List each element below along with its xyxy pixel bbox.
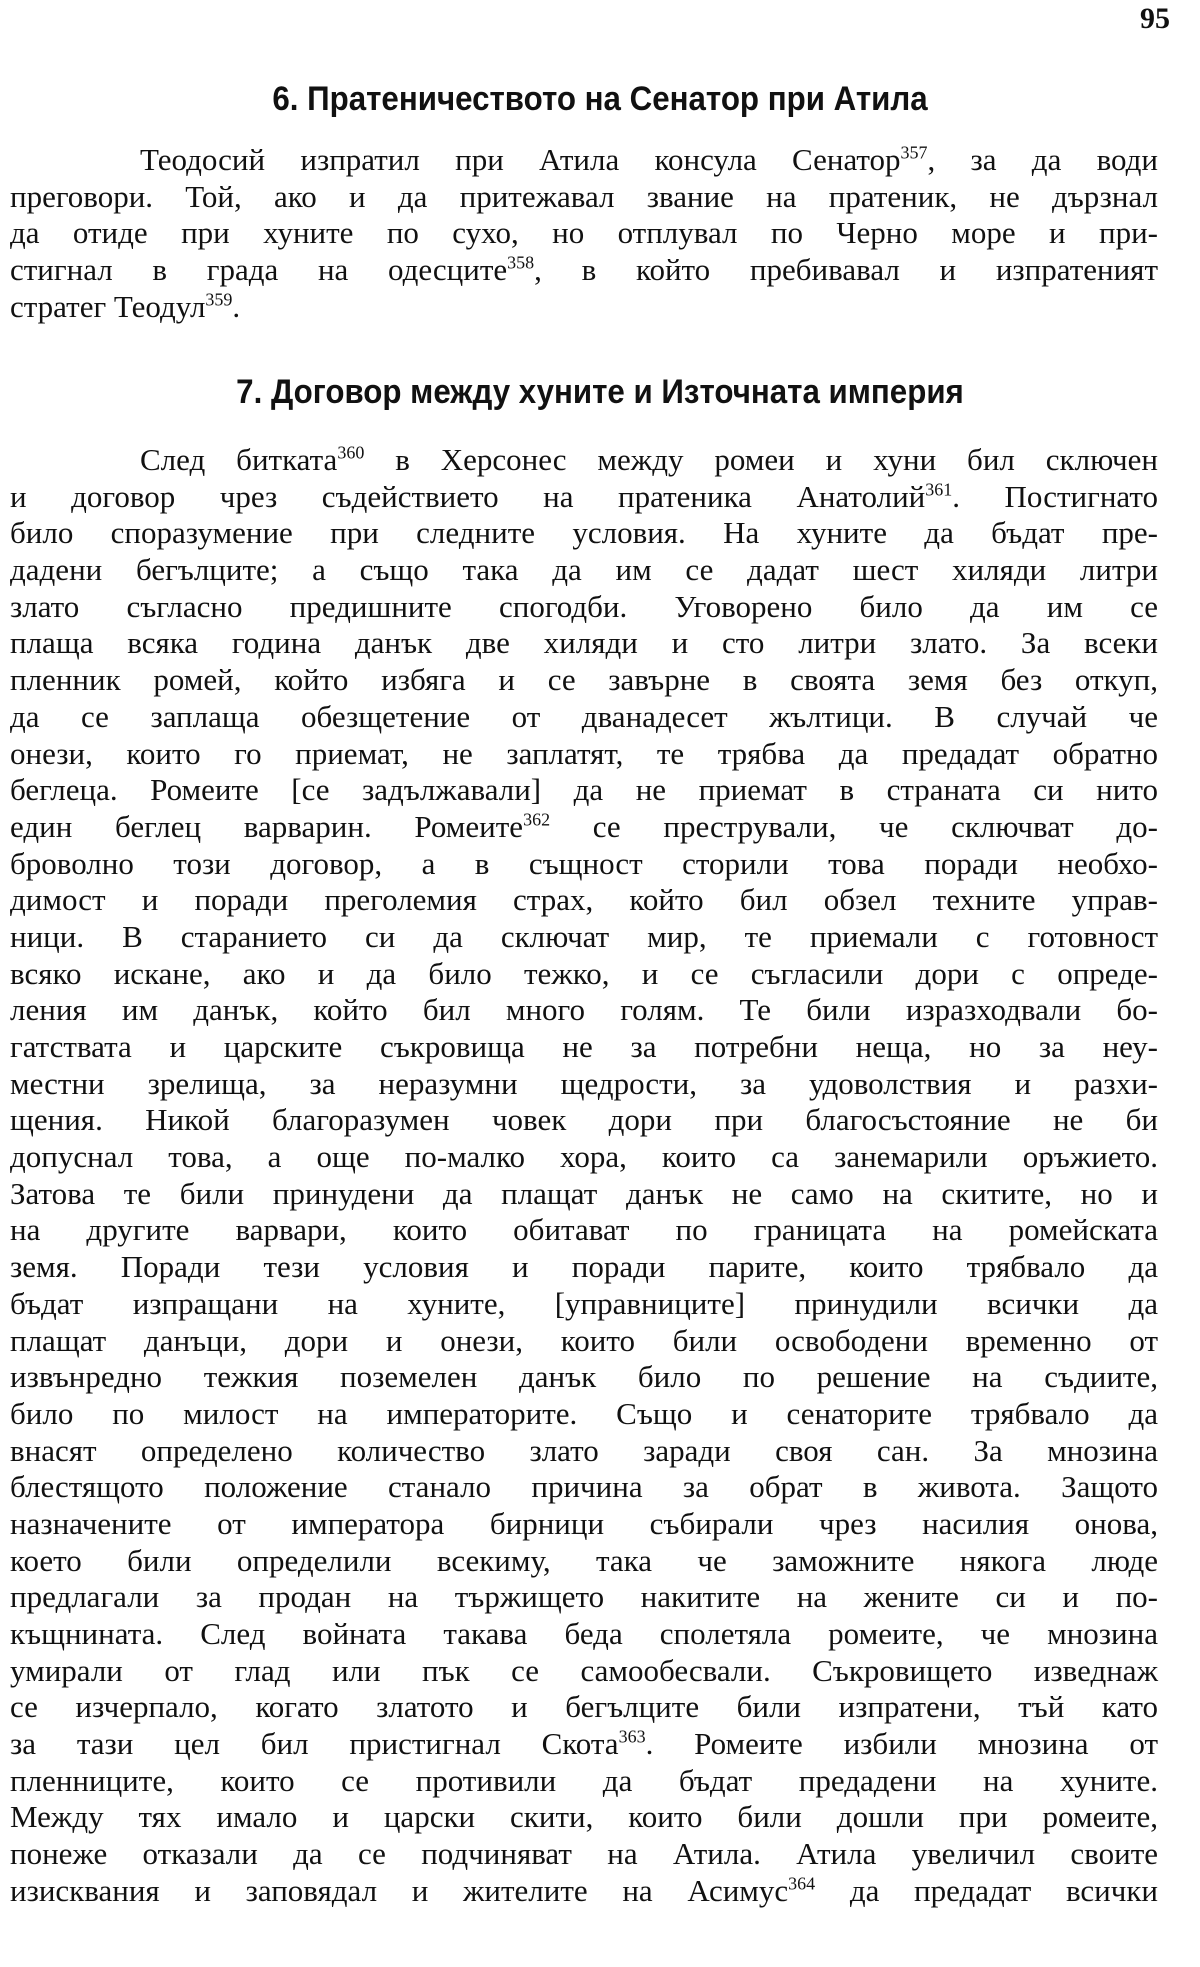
text-line [10, 919, 1158, 956]
text-line [10, 1873, 1158, 1910]
text-line [10, 1176, 1158, 1213]
text-segment: пленник ромей, който избяга и се завърне в своята земя без откуп, [10, 662, 1158, 698]
text-segment: да се заплаща обезщетение от дванадесет жълтици. В случай че [10, 698, 1158, 734]
text-line [10, 1653, 1158, 1690]
text-segment: . Ромеите избили мнозина от [645, 1726, 1158, 1762]
text-line [10, 289, 1158, 326]
text-line [10, 142, 1158, 179]
text-line [10, 552, 1158, 589]
text-line [10, 179, 1158, 216]
text-segment: плащат данъци, дори и онези, които били освободени временно от [10, 1322, 1158, 1358]
text-segment: дадени бегълците; а също така да им се дадат шест хиляди литри [10, 552, 1158, 588]
text-line [10, 625, 1158, 662]
text-segment: плаща всяка година данък две хиляди и сто литри злато. За всеки [10, 625, 1158, 661]
text-segment: . Постигнато [952, 478, 1158, 514]
text-segment: беглеца. Ромеите [се задължавали] да не приемат в страната си нито [10, 772, 1158, 808]
text-line [10, 846, 1158, 883]
text-line [10, 699, 1158, 736]
footnote-ref: 361 [925, 479, 953, 500]
text-line [10, 1433, 1158, 1470]
text-segment: местни зрелища, за неразумни щедрости, за удоволствия и разхи- [10, 1065, 1158, 1101]
text-line [10, 662, 1158, 699]
text-line [10, 1726, 1158, 1763]
text-segment: щения. Никой благоразумен човек дори при благосъстояние не би [10, 1102, 1158, 1138]
page-number: 95 [1140, 2, 1170, 35]
text-segment: ления им данък, който бил много голям. Те били изразходвали бо- [10, 992, 1158, 1028]
text-segment: гатствата и царските съкровища не за потребни неща, но за неу- [10, 1029, 1158, 1064]
text-line [10, 1286, 1158, 1323]
text-segment: , за да води [927, 142, 1158, 177]
text-segment: всяко искане, ако и да било тежко, и се съгласили дори с опреде- [10, 955, 1158, 991]
footnote-ref: 360 [337, 442, 365, 463]
text-line [10, 589, 1158, 626]
text-segment: внасят определено количество злато заради своя сан. За мнозина [10, 1432, 1158, 1468]
section-7-paragraph [10, 442, 1158, 1910]
text-line [10, 956, 1158, 993]
text-line [10, 1506, 1158, 1543]
text-segment: ници. В старанието си да сключат мир, те приемали с готовност [10, 918, 1158, 954]
text-line [10, 1139, 1158, 1176]
text-segment: преговори. Той, ако и да притежавал звание на пратеник, не дързнал [10, 178, 1158, 214]
text-segment: било по милост на императорите. Също и сенаторите трябвало да [10, 1395, 1158, 1431]
text-segment: Теодосий изпратил при Атила консула Сенатор [140, 142, 901, 177]
text-segment: предлагали за продан на тържището накитите на жените си и по- [10, 1579, 1158, 1615]
text-segment: Между тях имало и царски скити, които били дошли при ромеите, [10, 1799, 1158, 1835]
text-line [10, 1616, 1158, 1653]
footnote-ref: 357 [900, 142, 928, 163]
text-line [10, 1836, 1158, 1873]
text-segment: за тази цел бил пристигнал Скота [10, 1726, 619, 1762]
text-line [10, 1102, 1158, 1139]
text-line [10, 736, 1158, 773]
text-line [10, 1359, 1158, 1396]
footnote-ref: 358 [507, 252, 535, 273]
text-segment: стигнал в града на одесците [10, 252, 508, 288]
text-line [10, 1763, 1158, 1800]
text-line [10, 809, 1158, 846]
footnote-ref: 362 [523, 809, 551, 830]
text-line [10, 1799, 1158, 1836]
text-line [10, 1689, 1158, 1726]
text-line [10, 1212, 1158, 1249]
footnote-ref: 364 [788, 1873, 816, 1894]
text-segment: било споразумение при следните условия. На хуните да бъдат пре- [10, 515, 1158, 551]
text-segment: . [232, 288, 241, 324]
text-line [10, 1469, 1158, 1506]
text-line [10, 1396, 1158, 1433]
text-line [10, 772, 1158, 809]
text-line [10, 252, 1158, 289]
text-line [10, 992, 1158, 1029]
text-line [10, 1543, 1158, 1580]
text-segment: на другите варвари, които обитават по границата на ромейската [10, 1212, 1158, 1248]
text-line [10, 1579, 1158, 1616]
text-line [10, 1029, 1158, 1066]
footnote-ref: 363 [618, 1726, 646, 1747]
text-segment: стратег Теодул [10, 288, 206, 324]
text-segment: в Херсонес между ромеи и хуни бил сключен [364, 442, 1158, 477]
text-segment: димост и поради преголемия страх, който бил обзел техните управ- [10, 882, 1158, 918]
text-segment: След битката [140, 442, 338, 477]
section-7-heading: 7. Договор между хуните и Източната империя [236, 373, 964, 411]
text-segment: да отиде при хуните по сухо, но отплувал по Черно море и при- [10, 215, 1158, 251]
text-line [10, 882, 1158, 919]
text-line [10, 479, 1158, 516]
text-line [10, 442, 1158, 479]
text-segment: извънредно тежкия поземелен данък било по решение на съдиите, [10, 1359, 1158, 1395]
text-segment: пленниците, които се противили да бъдат предадени на хуните. [10, 1762, 1158, 1798]
text-line [10, 1249, 1158, 1286]
text-segment: един беглец варварин. Ромеите [10, 808, 524, 844]
text-segment: Затова те били принудени да плащат данък не само на скитите, но и [10, 1175, 1158, 1211]
text-segment: онези, които го приемат, не заплатят, те трябва да предадат обратно [10, 735, 1158, 771]
text-segment: бъдат изпращани на хуните, [управниците] принудили всички да [10, 1285, 1158, 1321]
text-segment: блестящото положение станало причина за обрат в живота. Защото [10, 1469, 1158, 1505]
text-segment: изисквания и заповядал и жителите на Асимус [10, 1872, 789, 1908]
section-6-paragraph [10, 142, 1158, 325]
text-segment: къщнината. След войната такава беда сполетяла ромеите, че мнозина [10, 1616, 1158, 1651]
text-line [10, 215, 1158, 252]
footnote-ref: 359 [205, 289, 233, 310]
text-segment: допуснал това, а още по-малко хора, които са занемарили оръжието. [10, 1139, 1158, 1175]
text-segment: да предадат всички [815, 1872, 1158, 1908]
text-segment: и договор чрез съдействието на пратеника Анатолий [10, 478, 926, 514]
text-segment: злато съгласно предишните спогодби. Уговорено било да им се [10, 588, 1158, 624]
text-line [10, 1066, 1158, 1103]
text-segment: което били определили всекиму, така че заможните някога люде [10, 1542, 1158, 1578]
text-segment: се престрували, че сключват до- [550, 808, 1158, 844]
text-segment: умирали от глад или пък се самообесвали. Съкровището изведнаж [10, 1652, 1158, 1688]
text-segment: се изчерпало, когато златото и бегълците били изпратени, тъй като [10, 1689, 1158, 1725]
section-6-heading: 6. Пратеничеството на Сенатор при Атила [272, 80, 928, 118]
text-segment: земя. Поради тези условия и поради парите, които трябвало да [10, 1249, 1158, 1285]
text-line [10, 515, 1158, 552]
text-segment: назначените от императора бирници събирали чрез насилия онова, [10, 1505, 1158, 1541]
text-segment: , в който пребивавал и изпратеният [534, 252, 1158, 288]
text-line [10, 1323, 1158, 1360]
text-segment: понеже отказали да се подчиняват на Атила. Атила увеличил своите [10, 1836, 1158, 1872]
text-segment: броволно този договор, а в същност сторили това поради необхо- [10, 845, 1158, 881]
